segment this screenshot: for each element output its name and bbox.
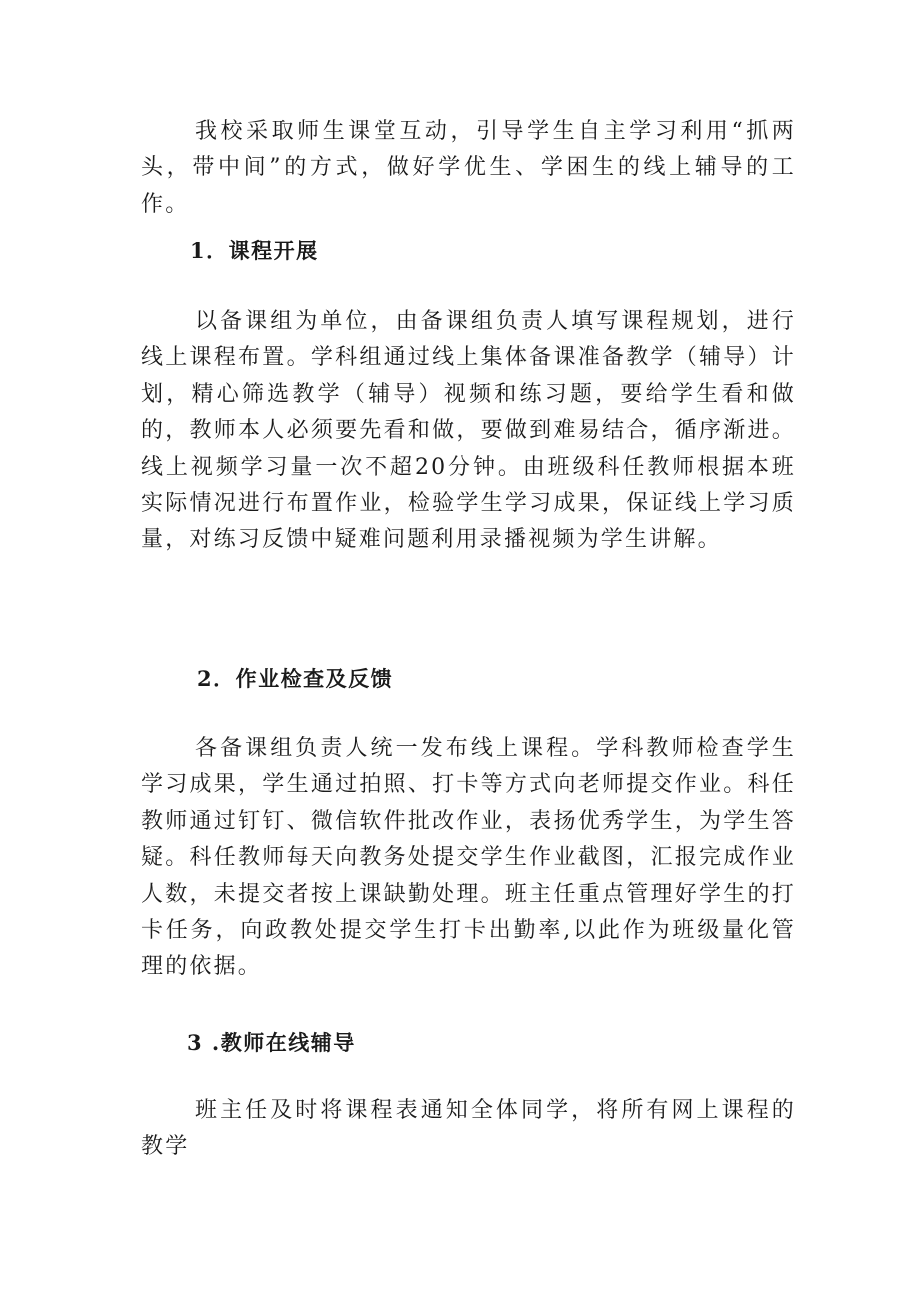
course-delivery-paragraph: 以备课组为单位，由备课组负责人填写课程规划，进行线上课程布置。学科组通过线上集体备课准备教学（辅导）计划，精心筛选教学（辅导）视频和练习题，要给学生看和做的，教师本人必须要先看和做，要做到难易结合，循序渐进。线上视频学习量一次不超20分钟。由班级科任教师根据本班实际情况进行布置作业，检验学生学习成果，保证线上学习质量，对练习反馈中疑难问题利用录播视频为学生讲解。: [141, 309, 796, 553]
section-heading-online-tutoring: 3 .教师在线辅导: [187, 1030, 356, 1055]
online-tutoring-paragraph: 班主任及时将课程表通知全体同学，将所有网上课程的教学: [141, 1098, 796, 1160]
intro-paragraph: 我校采取师生课堂互动，引导学生自主学习利用“抓两头，带中间”的方式，做好学优生、学困生的线上辅导的工作。: [141, 119, 796, 217]
homework-check-paragraph: 各备课组负责人统一发布线上课程。学科教师检查学生学习成果，学生通过拍照、打卡等方式向老师提交作业。科任教师通过钉钉、微信软件批改作业，表扬优秀学生，为学生答疑。科任教师每天向教务处提交学生作业截图，汇报完成作业人数，未提交者按上课缺勤处理。班主任重点管理好学生的打卡任务，向政教处提交学生打卡出勤率,以此作为班级量化管理的依据。: [141, 736, 796, 980]
section-heading-course-delivery: 1．课程开展: [190, 238, 319, 263]
section-heading-homework-check: 2．作业检查及反馈: [197, 666, 394, 691]
